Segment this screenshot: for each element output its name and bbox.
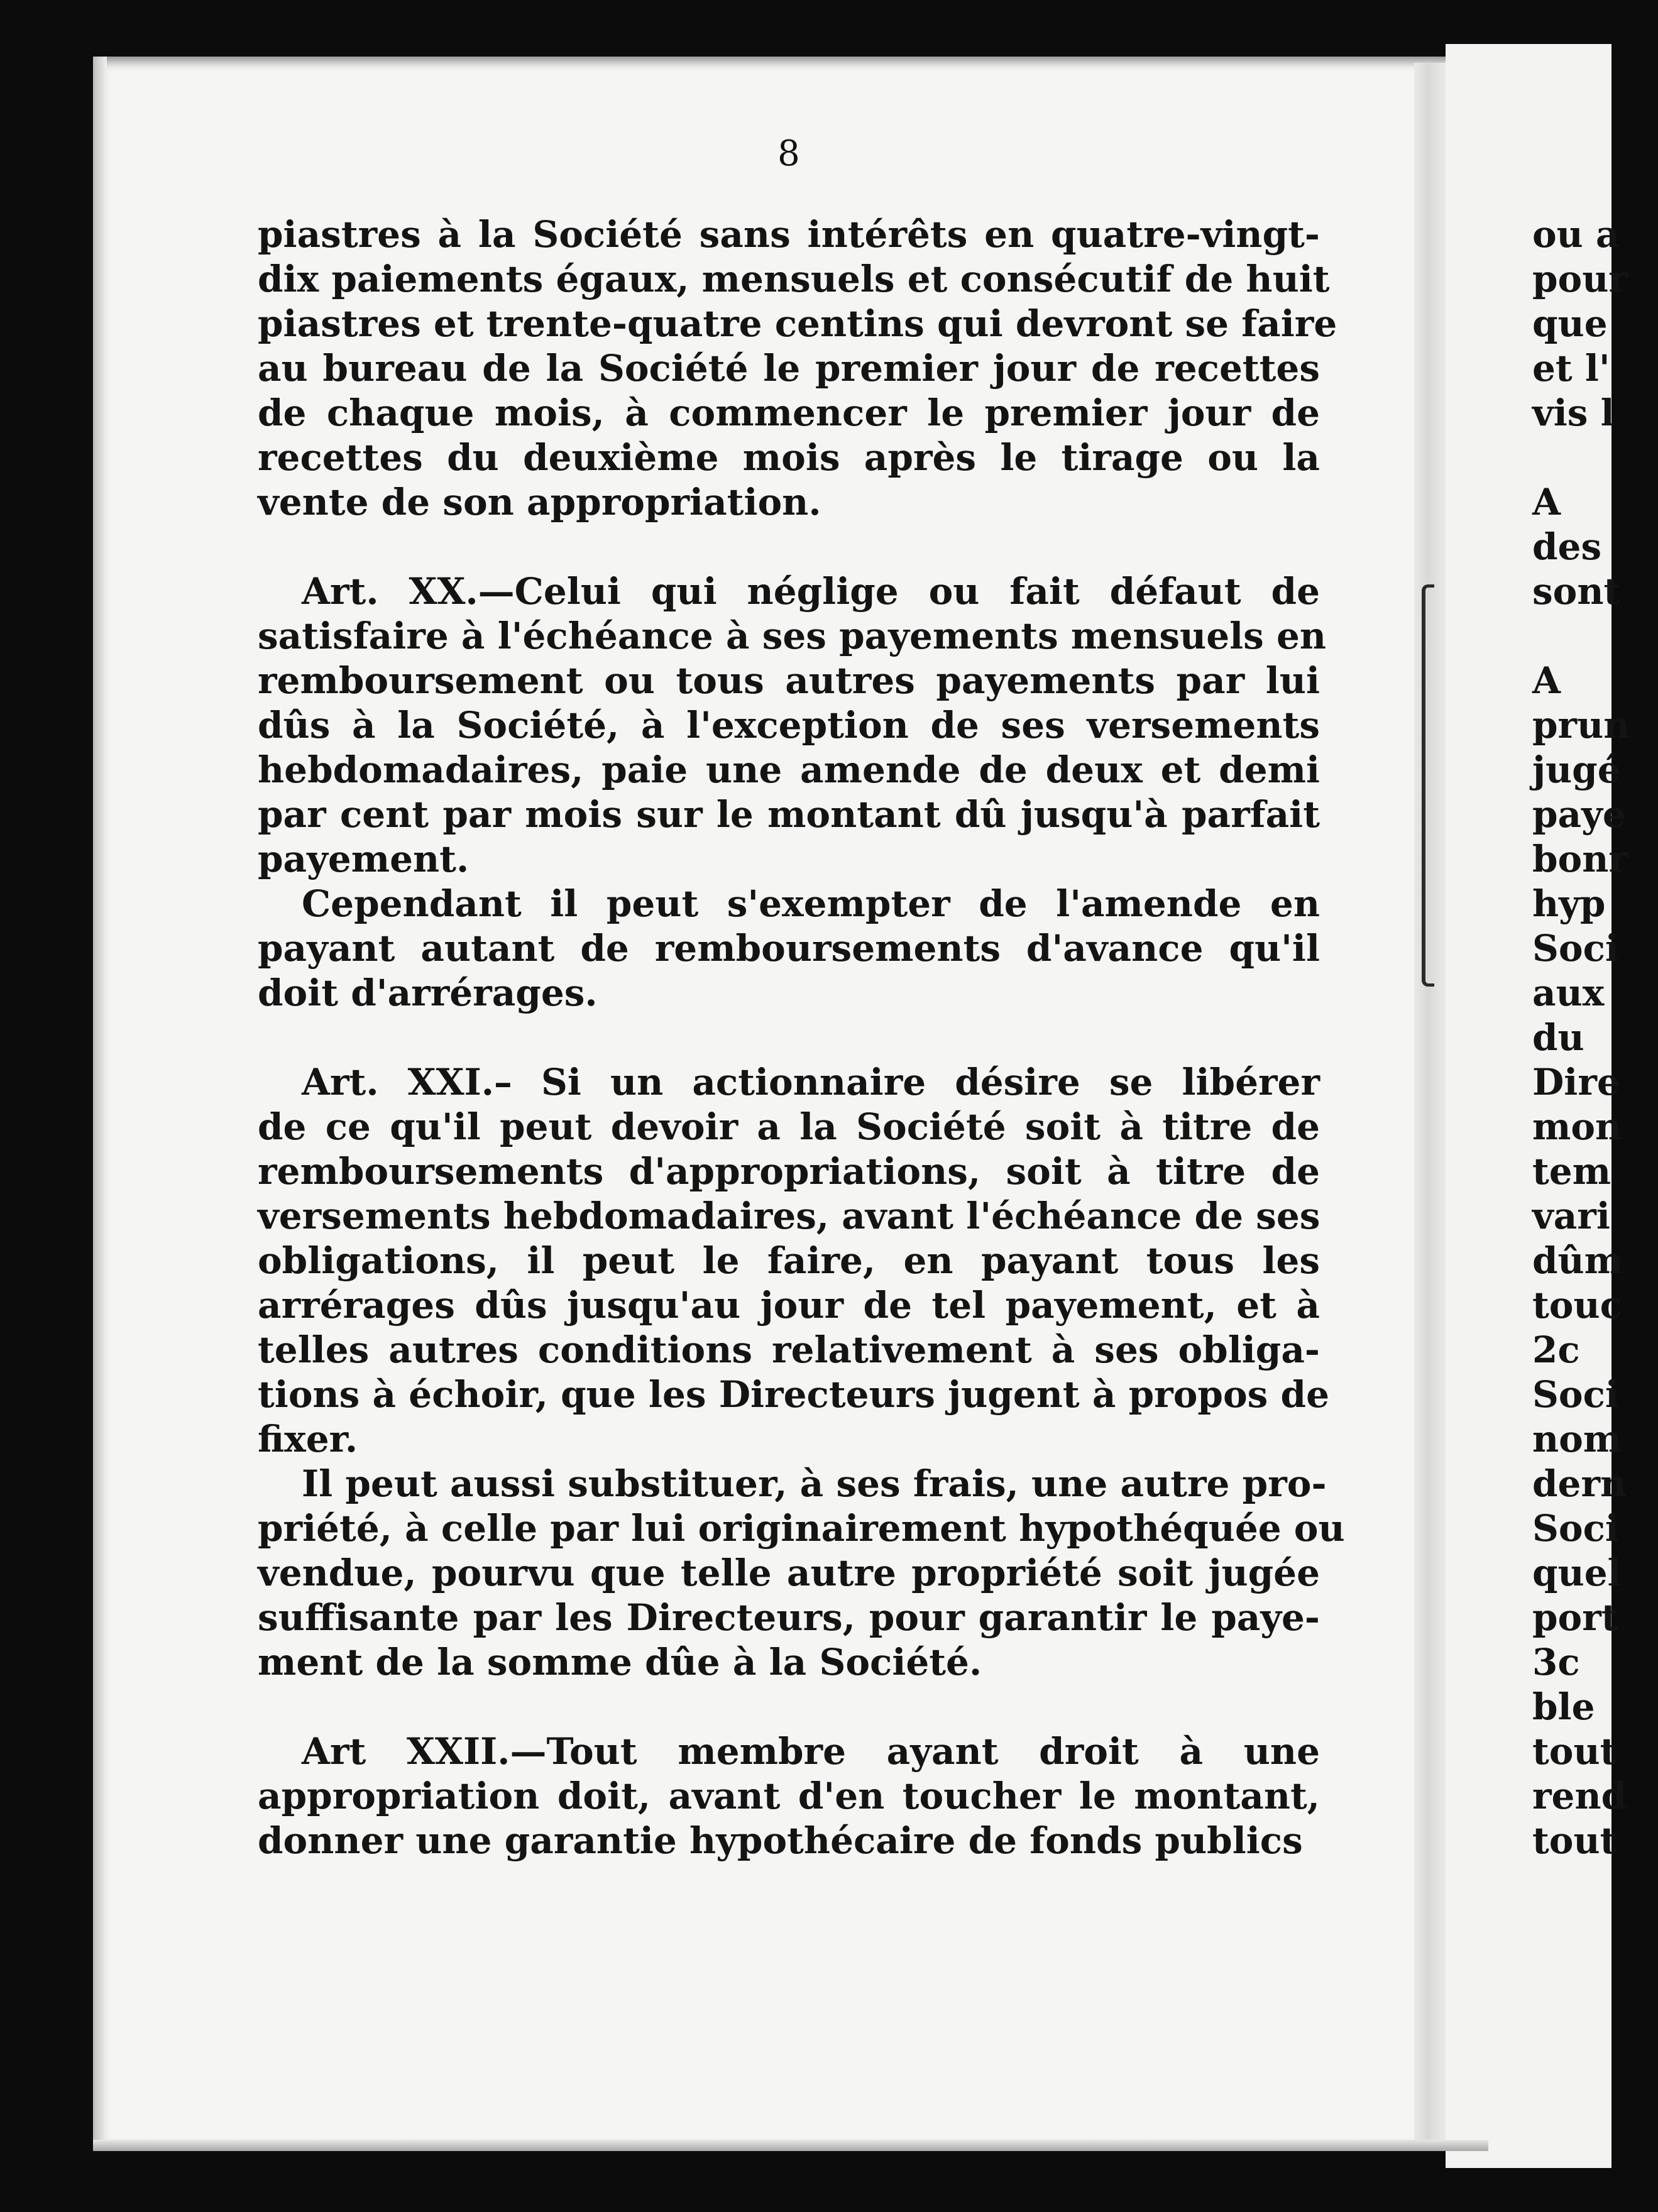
text-line: telles autres conditions relativement à ses obliga-	[258, 1328, 1320, 1371]
text-line: payement.	[258, 838, 469, 880]
text-line: suffisante par les Directeurs, pour garantir le paye-	[258, 1596, 1320, 1639]
right-text-line: hyp	[1532, 882, 1606, 925]
text-line: doit d'arrérages.	[258, 972, 598, 1014]
text-line: Art. XXI.– Si un actionnaire désire se libérer	[302, 1061, 1320, 1103]
text-line: appropriation doit, avant d'en toucher le montant,	[258, 1775, 1320, 1817]
right-text-line: 2c	[1532, 1328, 1580, 1371]
text-line: remboursement ou tous autres payements par lui	[258, 659, 1320, 702]
text-line: obligations, il peut le faire, en payant tous les	[258, 1239, 1320, 1282]
right-text-line	[1532, 435, 1658, 480]
right-text-line: nom	[1532, 1418, 1622, 1460]
right-text-line: pour	[1532, 258, 1628, 300]
text-line: piastres et trente-quatre centins qui devront se faire	[258, 302, 1337, 345]
right-text-line: du	[1532, 1016, 1584, 1059]
right-text-line: sont	[1532, 570, 1621, 613]
right-column-text	[1532, 212, 1658, 1863]
text-line: Art XXII.—Tout membre ayant droit à une	[302, 1730, 1320, 1773]
right-text-line: Soci	[1532, 1507, 1619, 1550]
page-bottom-edge	[93, 2140, 1488, 2151]
right-text-line: port	[1532, 1596, 1618, 1639]
text-line: donner une garantie hypothécaire de fonds publics	[258, 1819, 1303, 1862]
right-text-line: dern	[1532, 1462, 1627, 1505]
right-text-line: tout	[1532, 1730, 1617, 1773]
text-line: hebdomadaires, paie une amende de deux et demi	[258, 748, 1320, 791]
right-text-line	[1532, 614, 1658, 659]
text-line: tions à échoir, que les Directeurs jugent à propos de	[258, 1373, 1329, 1416]
right-text-line: rend	[1532, 1775, 1627, 1817]
text-line: au bureau de la Société le premier jour de recettes	[258, 347, 1320, 390]
text-line: vente de son appropriation.	[258, 481, 821, 523]
right-text-line: touc	[1532, 1284, 1622, 1327]
right-text-line: tout	[1532, 1819, 1617, 1862]
text-line: dûs à la Société, à l'exception de ses versements	[258, 704, 1320, 747]
text-line: recettes du deuxième mois après le tirage ou la	[258, 436, 1320, 479]
right-text-line: ble	[1532, 1685, 1595, 1728]
text-line: par cent par mois sur le montant dû jusqu'à parfait	[258, 793, 1320, 836]
text-line: satisfaire à l'échéance à ses payements mensuels en	[258, 615, 1327, 657]
right-text-line: que	[1532, 302, 1608, 345]
margin-bracket-mark	[1422, 584, 1434, 987]
right-text-line: vis l	[1532, 391, 1615, 434]
paragraph-gap	[258, 525, 1320, 569]
text-line: priété, à celle par lui originairement hypothéquée ou	[258, 1507, 1345, 1550]
left-column-text	[258, 212, 1345, 1863]
text-line: ment de la somme dûe à la Société.	[258, 1641, 982, 1684]
right-text-line: A	[1532, 659, 1561, 702]
right-text-line: A	[1532, 481, 1561, 523]
text-line: Art. XX.—Celui qui néglige ou fait défaut de	[302, 570, 1320, 613]
text-line: remboursements d'appropriations, soit à titre de	[258, 1150, 1320, 1193]
right-text-line: prun	[1532, 704, 1630, 747]
right-text-line: ou a	[1532, 213, 1620, 256]
right-text-line: Soci	[1532, 927, 1619, 970]
text-line: piastres à la Société sans intérêts en quatre-vingt-	[258, 213, 1320, 256]
right-text-line: Soci	[1532, 1373, 1619, 1416]
text-line: versements hebdomadaires, avant l'échéance de ses	[258, 1195, 1320, 1237]
page-gutter	[1414, 63, 1449, 2149]
right-text-line: 3c	[1532, 1641, 1580, 1684]
text-line: de ce qu'il peut devoir a la Société soit à titre de	[258, 1105, 1320, 1148]
right-text-line: mon	[1532, 1105, 1622, 1148]
right-text-line: Dire	[1532, 1061, 1620, 1103]
text-line: Il peut aussi substituer, à ses frais, une autre pro-	[302, 1462, 1327, 1505]
text-line: dix paiements égaux, mensuels et consécutif de huit	[258, 258, 1330, 300]
right-text-line: dûm	[1532, 1239, 1623, 1282]
text-line: de chaque mois, à commencer le premier jour de	[258, 391, 1320, 434]
text-line: payant autant de remboursements d'avance qu'il	[258, 927, 1320, 970]
right-text-line: paye	[1532, 793, 1626, 836]
text-line: fixer.	[258, 1418, 358, 1460]
paragraph-gap	[258, 1016, 1320, 1060]
right-text-line: et l'	[1532, 347, 1610, 390]
right-text-line: des	[1532, 525, 1602, 568]
right-text-line: tem	[1532, 1150, 1611, 1193]
right-text-line: jugé	[1532, 748, 1621, 791]
text-line: arrérages dûs jusqu'au jour de tel payement, et à	[258, 1284, 1320, 1327]
right-text-line: bonr	[1532, 838, 1628, 880]
text-line: vendue, pourvu que telle autre propriété soit jugée	[258, 1552, 1320, 1594]
page-number: 8	[777, 133, 800, 174]
right-text-line: vari	[1532, 1195, 1610, 1237]
paragraph-gap	[258, 1685, 1320, 1729]
text-line: Cependant il peut s'exempter de l'amende en	[302, 882, 1320, 925]
right-text-line: quel	[1532, 1552, 1622, 1594]
right-text-line: aux	[1532, 972, 1605, 1014]
